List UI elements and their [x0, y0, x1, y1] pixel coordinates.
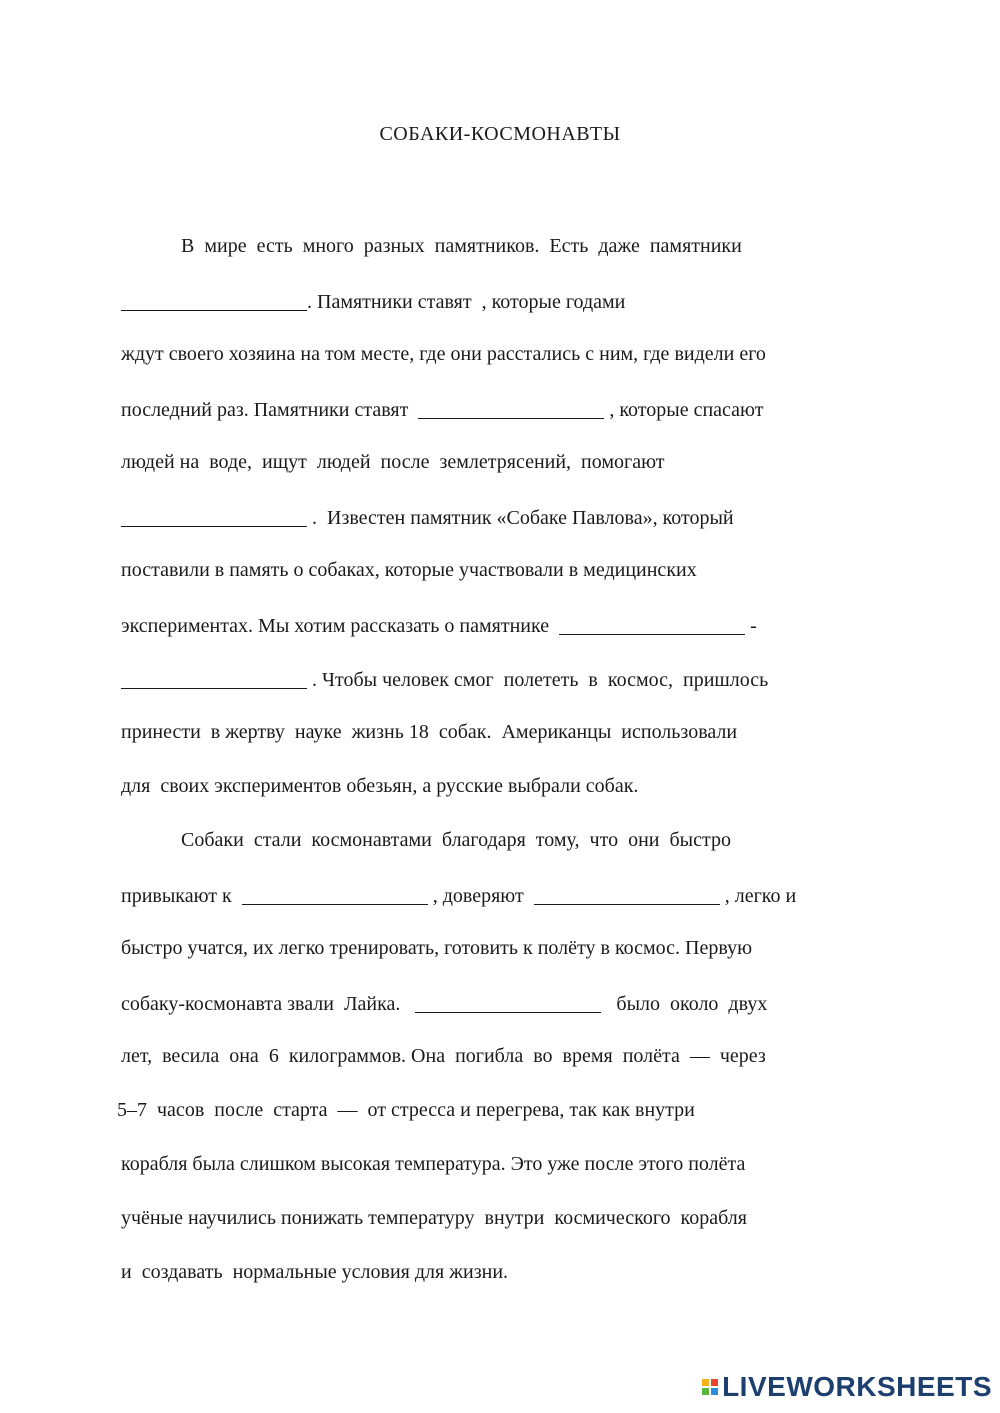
text-segment: 5–7 часов после старта — от стресса и перегрева, так как внутри	[117, 1099, 695, 1121]
answer-blank[interactable]	[121, 504, 307, 527]
text-segment: Собаки стали космонавтами благодаря тому, что они быстро	[181, 829, 731, 851]
text-segment: , доверяют	[427, 885, 534, 907]
text-segment: учёные научились понижать температуру внутри космического корабля	[121, 1207, 747, 1229]
answer-blank[interactable]	[559, 612, 745, 635]
text-segment: последний раз. Памятники ставят	[121, 399, 419, 421]
logo-text: LIVEWORKSHEETS	[722, 1371, 992, 1402]
text-segment: В мире есть много разных памятников. Есть даже памятники	[181, 235, 742, 257]
answer-blank[interactable]	[418, 396, 604, 419]
text-segment: принести в жертву науке жизнь 18 собак. Американцы использовали	[121, 721, 738, 743]
text-segment: . Известен памятник «Собаке Павлова», который	[307, 507, 734, 529]
text-line	[181, 234, 742, 258]
liveworksheets-logo	[702, 1371, 992, 1403]
text-line	[121, 504, 734, 530]
text-line	[121, 990, 767, 1016]
text-line	[121, 774, 638, 798]
text-segment: людей на воде, ищут людей после землетрясений, помогают	[121, 451, 665, 473]
text-line	[121, 720, 737, 744]
text-line	[121, 882, 796, 908]
text-line	[117, 1098, 695, 1122]
text-line	[121, 1044, 766, 1068]
text-segment: собаку-космонавта звали Лайка.	[121, 993, 416, 1015]
text-segment: , легко и	[719, 885, 797, 907]
text-line	[121, 396, 763, 422]
text-line	[121, 1260, 508, 1284]
text-segment: было около двух	[601, 993, 768, 1015]
text-segment: . Чтобы человек смог полететь в космос, пришлось	[307, 669, 769, 691]
text-line	[181, 828, 731, 852]
answer-blank[interactable]	[121, 288, 307, 311]
text-segment: . Памятники ставят	[307, 291, 477, 313]
text-line	[121, 936, 752, 960]
text-line	[121, 1152, 745, 1176]
worksheet-title: СОБАКИ-КОСМОНАВТЫ	[379, 123, 621, 145]
logo-square	[702, 1379, 709, 1386]
text-segment: для своих экспериментов обезьян, а русские выбрали собак.	[121, 775, 639, 797]
text-segment: экспериментах. Мы хотим рассказать о памятнике	[121, 615, 560, 637]
text-line	[121, 342, 766, 366]
answer-blank[interactable]	[534, 882, 720, 905]
logo-square	[711, 1379, 718, 1386]
text-segment: ждут своего хозяина на том месте, где они расстались с ним, где видели его	[121, 343, 766, 365]
text-line	[121, 558, 697, 582]
text-segment: лет, весила она 6 килограммов. Она погибла во время полёта — через	[121, 1045, 766, 1067]
text-segment: корабля была слишком высокая температура. Это уже после этого полёта	[121, 1153, 746, 1175]
text-segment: и создавать нормальные условия для жизни.	[121, 1261, 509, 1283]
answer-blank[interactable]	[415, 990, 601, 1013]
text-segment: быстро учатся, их легко тренировать, готовить к полёту в космос. Первую	[121, 937, 753, 959]
text-line	[121, 288, 625, 314]
text-segment: , которые спасают	[604, 399, 764, 421]
logo-square	[711, 1388, 718, 1395]
text-segment: поставили в память о собаках, которые участвовали в медицинских	[121, 559, 697, 581]
text-segment: , которые годами	[476, 291, 626, 313]
text-line	[121, 450, 665, 474]
text-line	[121, 612, 757, 638]
logo-mark-icon	[702, 1379, 718, 1395]
text-line	[121, 1206, 747, 1230]
answer-blank[interactable]	[242, 882, 428, 905]
logo-square	[702, 1388, 709, 1395]
text-segment: -	[745, 615, 757, 637]
answer-blank[interactable]	[121, 666, 307, 689]
text-line	[121, 666, 768, 692]
text-segment: привыкают к	[121, 885, 242, 907]
